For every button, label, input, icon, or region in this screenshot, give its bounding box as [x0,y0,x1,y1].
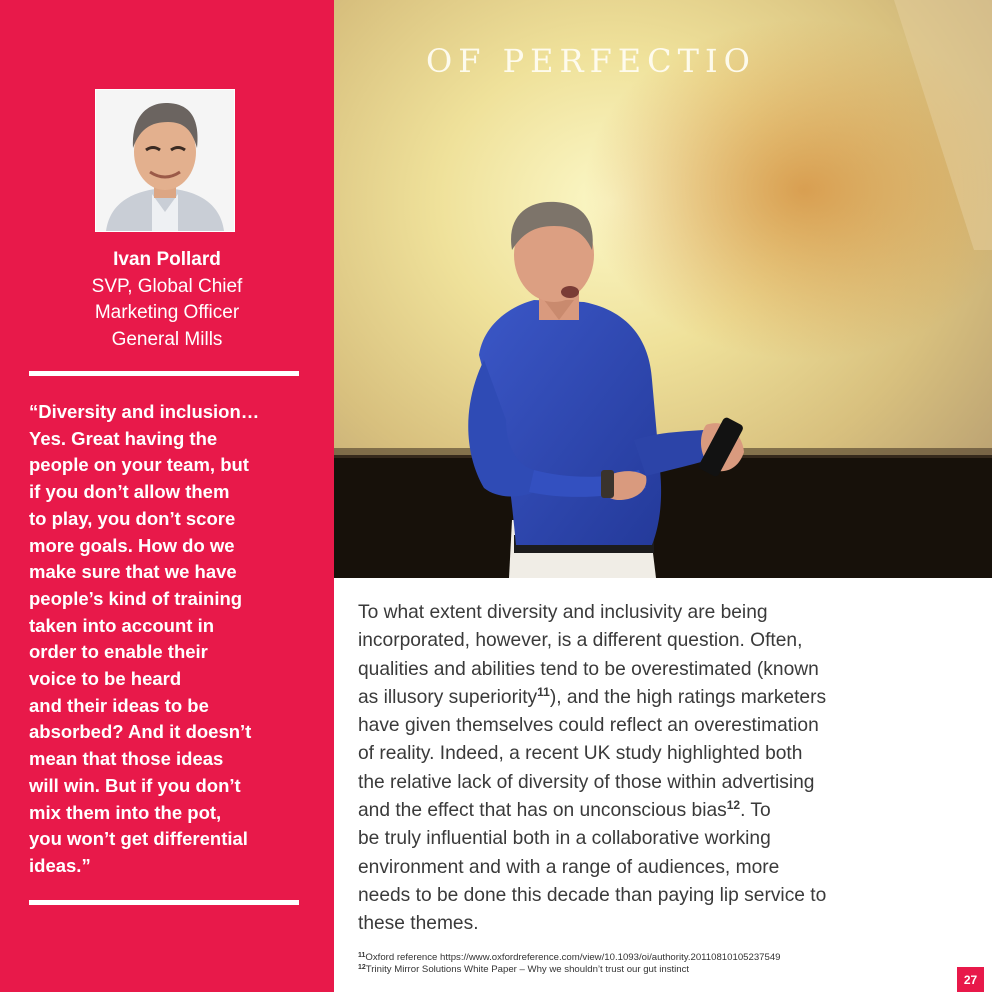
footnote-text: Trinity Mirror Solutions White Paper – Why we shouldn’t trust our gut instinct [365,964,690,975]
footnote-ref-12[interactable]: 12 [726,798,741,813]
speaker-caption [0,247,334,353]
footnote-12 [358,964,918,976]
body-text-part-3: . To be truly influential both in a collaborative working environment and with a range of audiences, more needs to be done this decade than paying lip service to these themes. [358,800,827,935]
footnote-ref-11[interactable]: 11 [537,684,550,699]
speaker-company: General Mills [111,328,223,350]
sidebar-panel [0,0,334,992]
body-text-part-2: ), and the high ratings marketers have given themselves could reflect an overestimation of reality. Indeed, a recent UK study highlighted both the relative lack of diversity of those within advertising and the effect that has on unconscious bias [358,686,827,822]
speaker-title-line-1: SVP, Global Chief [91,275,243,297]
footnote-number: 12 [358,964,366,971]
footnotes [358,952,918,976]
speaker-headshot [95,89,235,232]
body-paragraph [358,599,948,939]
body-text-part-1: To what extent diversity and inclusivity are being incorporated, however, is a different question. Often, qualities and abilities tend to be overestimated (known as illusory superiority [358,602,819,708]
page-number: 27 [957,967,984,992]
pull-quote: “Diversity and inclusion… Yes. Great having the people on your team, but if you don’t allow them to play, you don’t score more goals. How do we make sure that we have people’s kind of training taken into account in order to enable their voice to be heard and their ideas to be absorbed? And it doesn’t mean that those ideas will win. But if you don’t mix them into the pot, you won’t get differential ideas.” [29,401,260,876]
footnote-number: 11 [358,952,366,959]
screen-text: OF PERFECTIO [426,42,756,80]
stage-photo [334,0,992,578]
footnote-11 [358,952,918,964]
footnote-text[interactable]: Oxford reference https://www.oxfordreference.com/view/10.1093/oi/authority.20110810105237549 [365,952,781,963]
quote-divider-bottom [29,900,299,905]
quote-divider-top [29,371,299,376]
speaker-title-line-2: Marketing Officer [94,302,240,323]
speaker-name: Ivan Pollard [113,249,221,270]
